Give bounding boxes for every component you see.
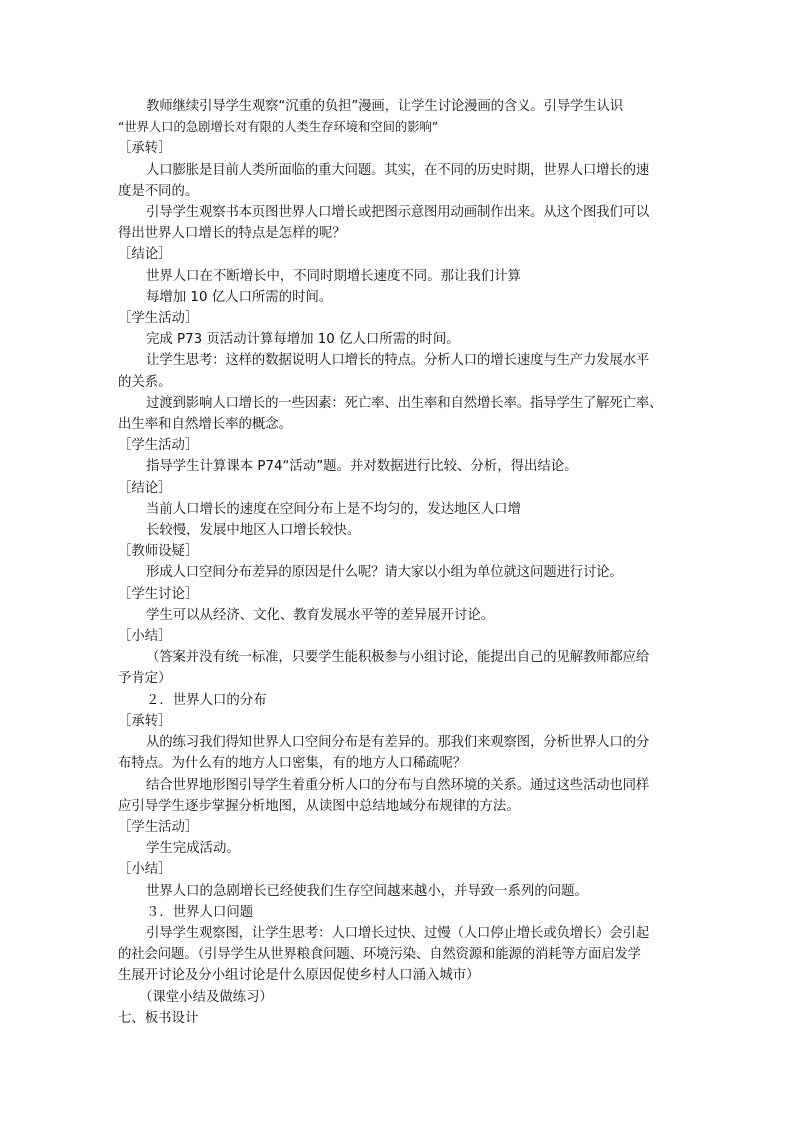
section-heading: ［学生活动］ (118, 438, 199, 454)
paragraph-line: 让学生思考：这样的数据说明人口增长的特点。分析人口的增长速度与生产力发展水平 (146, 353, 650, 369)
section-heading: ［学生讨论］ (118, 586, 199, 602)
paragraph-line: 世界人口在不断增长中，不同时期增长速度不同。那让我们计算 (146, 268, 521, 284)
paragraph-line: 教师继续引导学生观察“沉重的负担”漫画，让学生讨论漫画的含义。引导学生认识 (146, 99, 623, 114)
section-heading: ［学生活动］ (118, 311, 199, 327)
section-heading: ［学生活动］ (118, 819, 199, 835)
document-body (118, 96, 678, 1029)
paragraph-line: 得出世界人口增长的特点是怎样的呢？ (118, 226, 346, 242)
paragraph-line: 长较慢，发展中地区人口增长较快。 (146, 523, 361, 539)
section-heading: ［承转］ (118, 713, 172, 729)
section-heading: 七、板书设计 (118, 1010, 199, 1026)
subsection-title: ３．世界人口问题 (146, 904, 254, 920)
paragraph-line: 学生可以从经济、文化、教育发展水平等的差异展开讨论。 (146, 607, 495, 623)
paragraph-line: 形成人口空间分布差异的原因是什么呢？请大家以小组为单位就这问题进行讨论。 (146, 565, 623, 581)
paragraph-line: 的社会问题。（引导学生从世界粮食问题、环境污染、自然资源和能源的消耗等方面启发学 (118, 947, 641, 963)
paragraph-line: 过渡到影响人口增长的一些因素：死亡率、出生率和自然增长率。指导学生了解死亡率、 (146, 395, 663, 411)
section-heading: ［结论］ (118, 480, 172, 496)
paragraph-line: 的关系。 (118, 374, 172, 390)
paragraph-line: “世界人口的急剧增长对有限的人类生存环境和空间的影响” (118, 120, 439, 135)
paragraph-line: 当前人口增长的速度在空间分布上是不均匀的，发达地区人口增 (146, 501, 521, 517)
paragraph-line: 引导学生观察书本页图世界人口增长或把图示意图用动画制作出来。从这个图我们可以 (146, 205, 650, 221)
paragraph-line: （答案并没有统一标准，只要学生能积极参与小组讨论，能提出自己的见解教师都应给 (146, 650, 650, 666)
section-heading: ［小结］ (118, 862, 172, 878)
paragraph-line: （课堂小结及做练习） (139, 989, 273, 1005)
paragraph-line: 引导学生观察图，让学生思考：人口增长过快、过慢（人口停止增长或负增长）会引起 (146, 925, 650, 941)
paragraph-line: 每增加 10 亿人口所需的时间。 (146, 289, 333, 305)
paragraph-line: 出生率和自然增长率的概念。 (118, 417, 293, 433)
paragraph-line: 度是不同的。 (118, 183, 199, 199)
section-heading: ［小结］ (118, 629, 172, 645)
paragraph-line: 结合世界地形图引导学生着重分析人口的分布与自然环境的关系。通过这些活动也同样 (146, 777, 650, 793)
paragraph-line: 人口膨胀是目前人类所面临的重大问题。其实，在不同的历史时期，世界人口增长的速 (146, 162, 650, 178)
paragraph-line: 世界人口的急剧增长已经使我们生存空间越来越小，并导致一系列的问题。 (146, 883, 588, 899)
paragraph-line: 布特点。为什么有的地方人口密集，有的地方人口稀疏呢？ (118, 756, 467, 772)
paragraph-line: 应引导学生逐步掌握分析地图，从读图中总结地域分布规律的方法。 (118, 798, 520, 814)
paragraph-line: 从的练习我们得知世界人口空间分布是有差异的。那我们来观察图，分析世界人口的分 (146, 735, 650, 751)
paragraph-line: 学生完成活动。 (146, 841, 240, 857)
paragraph-line: 生展开讨论及分小组讨论是什么原因促使乡村人口涌入城市） (118, 968, 480, 984)
paragraph-line: 完成 P73 页活动计算每增加 10 亿人口所需的时间。 (146, 332, 460, 348)
paragraph-line: 指导学生计算课本 P74“活动”题。并对数据进行比较、分析，得出结论。 (146, 459, 578, 475)
section-heading: ［承转］ (118, 141, 172, 157)
subsection-title: ２．世界人口的分布 (146, 692, 267, 708)
section-heading: ［教师设疑］ (118, 544, 199, 560)
paragraph-line: 予肯定） (118, 671, 172, 687)
section-heading: ［结论］ (118, 247, 172, 263)
